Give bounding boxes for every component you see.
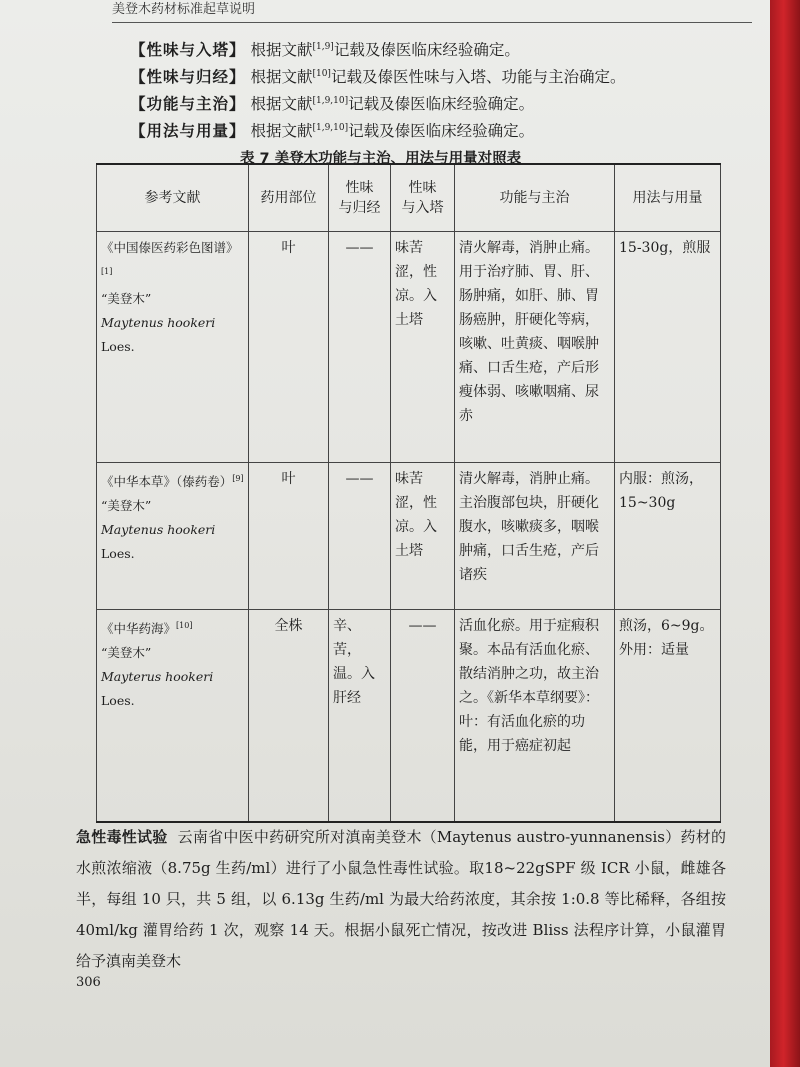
page-number: 306: [76, 975, 101, 990]
header-nature-tower: 性味 与入塔: [391, 164, 455, 232]
toxicity-paragraph: [76, 822, 726, 977]
item-text-pre: 根据文献: [250, 122, 313, 141]
source-title: 《中国傣医药彩色图谱》: [101, 240, 239, 255]
cell-nature-meridian: ——: [329, 232, 391, 463]
item-key: 【功能与主治】: [130, 95, 246, 114]
item-text-post: 记载及傣医临床经验确定。: [348, 122, 535, 141]
latin-name: Maytenus hookeri: [101, 315, 216, 331]
source-ref: [10]: [176, 621, 193, 630]
item-text-post: 记载及傣医临床经验确定。: [348, 95, 535, 114]
cell-part: 叶: [249, 232, 329, 463]
cell-function: 清火解毒，消肿止痛。主治腹部包块，肝硬化腹水，咳嗽痰多，咽喉肿痛，口舌生疮，产后诸疾: [455, 463, 615, 610]
item-key: 【用法与用量】: [130, 122, 246, 141]
cell-part: 叶: [249, 463, 329, 610]
item-text-pre: 根据文献: [250, 41, 313, 60]
cell-usage: 煎汤，6~9g。外用：适量: [615, 610, 721, 823]
cell-nature-tower: ——: [391, 610, 455, 823]
cell-part: 全株: [249, 610, 329, 823]
header-reference: 参考文献: [97, 164, 249, 232]
header-nature-meridian: 性味 与归经: [329, 164, 391, 232]
cell-nature-tower: 味苦涩，性凉。入土塔: [391, 463, 455, 610]
header-part: 药用部位: [249, 164, 329, 232]
item-usage: [130, 118, 534, 141]
cell-nature-meridian: ——: [329, 463, 391, 610]
author: Loes.: [101, 546, 135, 562]
name-cn: “美登木”: [101, 291, 152, 307]
item-text-pre: 根据文献: [250, 68, 313, 87]
cell-usage: 15-30g，煎服: [615, 232, 721, 463]
item-function: [130, 91, 534, 114]
source-title: 《中华本草》（傣药卷）: [101, 474, 233, 490]
item-ref: [1,9]: [312, 42, 334, 52]
item-key: 【性味与入塔】: [130, 41, 246, 60]
running-head: 美登木药材标准起草说明: [112, 0, 752, 23]
source-ref: [9]: [232, 474, 244, 483]
cell-function: 清火解毒，消肿止痛。用于治疗肺、胃、肝、肠肿痛，如肝、肺、胃肠癌肿，肝硬化等病，咳嗽、吐黄痰、咽喉肿痛、口舌生疮，产后形瘦体弱、咳嗽咽痛、尿赤: [455, 232, 615, 463]
name-cn: “美登木”: [101, 645, 152, 661]
book-cover-edge: [770, 0, 800, 1067]
cell-nature-tower: 味苦涩，性凉。入土塔: [391, 232, 455, 463]
item-key: 【性味与归经】: [130, 68, 246, 87]
paragraph-text: 云南省中医中药研究所对滇南美登木（Maytenus austro-yunnanensis）药材的水煎浓缩液（8.75g 生药/ml）进行了小鼠急性毒性试验。取18~22gSPF 级 ICR 小鼠，雌雄各半，每组 10 只，共 5 组，以 6.13g 生药/ml 为最大给药浓度，其余按 1:0.8 等比稀释，各组按 40ml/kg 灌胃给药 1 次，观察 14 天。根据小鼠死亡情况，按改进 Bliss 法程序计算，小鼠灌胃给予滇南美登木: [76, 828, 726, 970]
table-header-row: [97, 164, 721, 232]
item-text-post: 记载及傣医临床经验确定。: [333, 41, 520, 60]
cell-function: 活血化瘀。用于症瘕积聚。本品有活血化瘀、散结消肿之功，故主治之。《新华本草纲要》：叶：有活血化瘀的功能，用于癌症初起: [455, 610, 615, 823]
header-function: 功能与主治: [455, 164, 615, 232]
item-text-post: 记载及傣医性味与入塔、功能与主治确定。: [330, 68, 626, 87]
comparison-table: [96, 163, 721, 823]
cell-reference: [97, 232, 249, 463]
latin-name: Mayterus hookeri: [101, 669, 214, 685]
item-ref: [1,9,10]: [312, 123, 349, 133]
latin-name: Maytenus hookeri: [101, 522, 216, 538]
item-nature-tower: [130, 37, 520, 60]
name-cn: “美登木”: [101, 498, 152, 514]
item-nature-meridian: [130, 64, 625, 87]
source-ref: [1]: [101, 267, 113, 276]
table-row: [97, 463, 721, 610]
header-usage: 用法与用量: [615, 164, 721, 232]
source-title: 《中华药海》: [101, 621, 177, 637]
item-text-pre: 根据文献: [250, 95, 313, 114]
cell-usage: 内服：煎汤，15~30g: [615, 463, 721, 610]
item-ref: [10]: [312, 69, 331, 79]
paragraph-heading: 急性毒性试验: [76, 828, 168, 846]
cell-reference: [97, 610, 249, 823]
cell-reference: [97, 463, 249, 610]
table-caption: 表 7 美登木功能与主治、用法与用量对照表: [240, 151, 522, 167]
table-row: [97, 610, 721, 823]
item-ref: [1,9,10]: [312, 96, 349, 106]
author: Loes.: [101, 339, 135, 355]
table-row: [97, 232, 721, 463]
author: Loes.: [101, 693, 135, 709]
cell-nature-meridian: 辛、苦，温。入肝经: [329, 610, 391, 823]
